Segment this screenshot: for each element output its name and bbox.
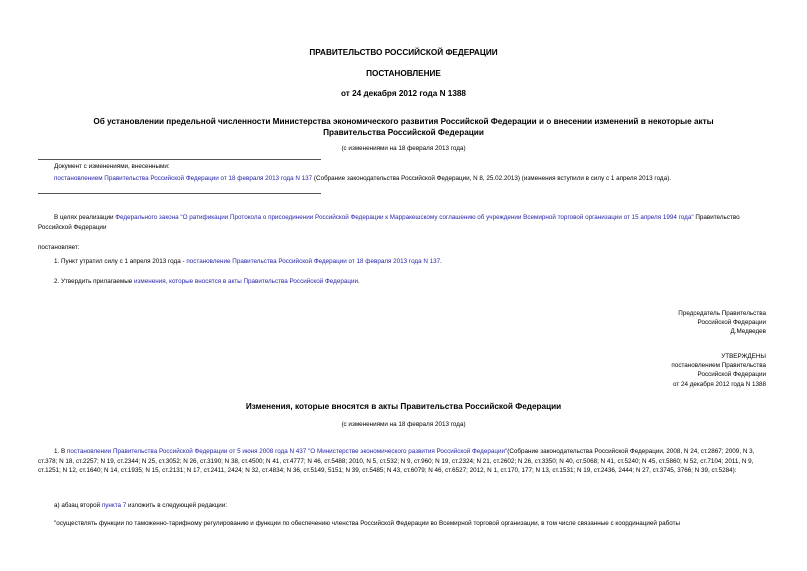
resolves-text: постановляет: <box>38 244 80 251</box>
amendment-link[interactable]: постановлением Правительства Российской Федерации от 18 февраля 2013 года N 137 <box>54 175 313 182</box>
document-type: ПОСТАНОВЛЕНИЕ <box>366 69 441 78</box>
federal-law-link[interactable]: Федерального закона "О ратификации Протокола о присоединении Российской Федерации к Марракешскому соглашению об учреждении Всемирной торговой организации от 15 апреля 1994 года" <box>115 214 694 221</box>
changes-section-title: Изменения, которые вносятся в акты Правительства Российской Федерации <box>245 402 562 411</box>
item-1-link[interactable]: постановление Правительства Российской Федерации от 18 февраля 2013 года N 137 <box>186 258 441 265</box>
quote-text: "осуществлять функции по таможенно-тарифному регулированию и функции по обеспечению членства Российской Федерации во Всемирной торговой организации, в том числе связанные с координацией работы <box>54 520 681 527</box>
approved-label: УТВЕРЖДЕНЫ <box>721 353 766 360</box>
change-1-link[interactable]: постановлении Правительства Российской Федерации от 5 июня 2008 года N 437 "О Министерстве экономического развития Российской Федерации" <box>66 448 508 455</box>
change-1: 1. В постановлении Правительства Российской Федерации от 5 июня 2008 года N 437 "О Министерстве экономического развития Российской Федерации"(Собрание законодательства Российской Федерации, 2008, N 24, ст.2867; 2009, N 3, ст.378; N 18, ст.2257; N 19, ст.2344; N 25, ст.3052; N 26, ст.3190; N 38, ст.4500; N 41, ст.4777; N 46, ст.5488; 2010, N 5, ст.532; N 9, ст.960; N 19, ст.2324; N 21, ст.2602; N 26, ст.3350; N 40, ст.5068; N 41, ст.5240; N 45, ст.5860; N 52, ст.7104; 2011, N 9, ст.1251; N 12, ст.1640; N 14, ст.1935; N 15, ст.2131; N 17, ст.2411, 2424; N 32, ст.4834; N 36, ст.5149, 5151; N 39, ст.5485; N 43, ст.6079; N 46, ст.6527; 2012, N 1, ст.170, 177; N 13, ст.1531; N 19, ст.2436, 2444; N 27, ст.3745, 3766; N 39, ст.5284): <box>38 448 755 475</box>
item-1: 1. Пункт утратил силу с 1 апреля 2013 года - постановление Правительства Российской Федерации от 18 февраля 2013 года N 137. <box>54 258 442 265</box>
approved-block <box>671 352 766 389</box>
approved-by: постановлением Правительства <box>671 362 766 370</box>
sub-item-a: а) абзац второй пункта 7 изложить в следующей редакции: <box>54 502 228 509</box>
document-title: Об установлении предельной численности Министерства экономического развития Российской Федерации и о внесении изменений в некоторые акты Правительства Российской Федерации <box>93 117 714 137</box>
government-heading: ПРАВИТЕЛЬСТВО РОССИЙСКОЙ ФЕДЕРАЦИИ <box>309 48 498 57</box>
signature-country: Российской Федерации <box>697 319 766 327</box>
item-2-link[interactable]: изменения, которые вносятся в акты Правительства Российской Федерации <box>134 278 358 285</box>
approved-country: Российской Федерации <box>697 371 766 379</box>
amendments-intro: Документ с изменениями, внесенными: <box>54 163 170 170</box>
changes-section-note: (с изменениями на 18 февраля 2013 года) <box>341 421 466 428</box>
changes-note: (с изменениями на 18 февраля 2013 года) <box>341 145 466 152</box>
approved-date: от 24 декабря 2012 года N 1388 <box>672 380 766 388</box>
item-2: 2. Утвердить прилагаемые изменения, которые вносятся в акты Правительства Российской Федерации. <box>54 278 360 285</box>
amendments-text: постановлением Правительства Российской Федерации от 18 февраля 2013 года N 137 (Собрание законодательства Российской Федерации, N 8, 25.02.2013) (изменения вступили в силу с 1 апреля 2013 года). <box>54 175 671 182</box>
signature-block <box>678 309 766 337</box>
document-date-number: от 24 декабря 2012 года N 1388 <box>341 89 466 98</box>
divider-bottom <box>38 193 321 194</box>
preamble: В целях реализации Федерального закона "О ратификации Протокола о присоединении Российской Федерации к Марракешскому соглашению об учреждении Всемирной торговой организации от 15 апреля 1994 года" Правительство Российской Федерации <box>38 214 740 231</box>
signature-position: Председатель Правительства <box>678 310 766 317</box>
divider-top <box>38 159 321 160</box>
sub-item-a-link[interactable]: пункта 7 <box>101 502 127 509</box>
signature-name: Д.Медведев <box>730 328 766 336</box>
